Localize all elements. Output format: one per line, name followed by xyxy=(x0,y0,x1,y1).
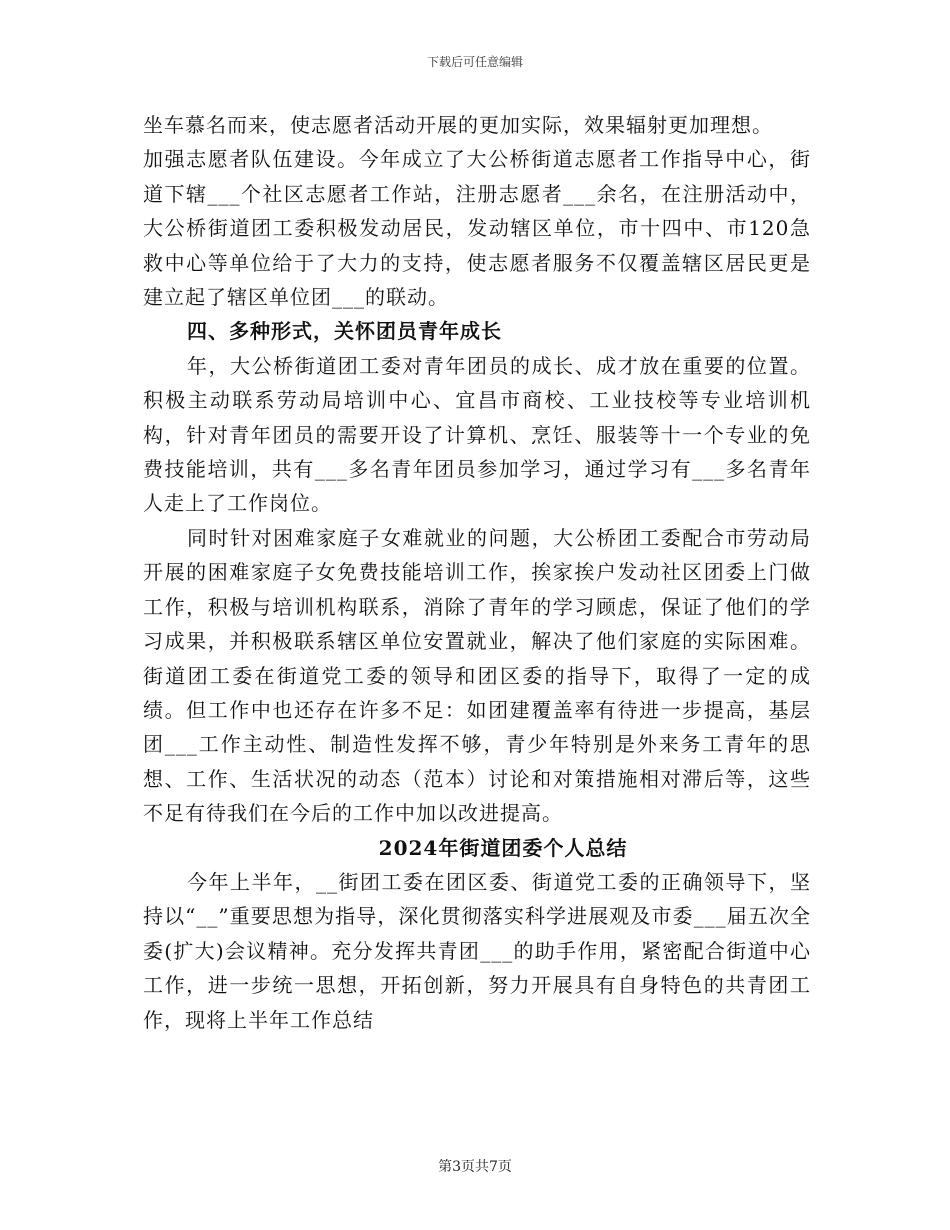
section-heading: 四、多种形式，关怀团员青年成长 xyxy=(187,319,502,344)
page-header: 下载后可任意编辑 xyxy=(426,55,523,69)
document-title: 2024年街道团委个人总结 xyxy=(378,835,628,860)
page-footer: 第3页共7页 xyxy=(438,1159,512,1175)
document-body xyxy=(143,108,811,1037)
paragraph-employment: 同时针对困难家庭子女难就业的问题，大公桥团工委配合市劳动局开展的困难家庭子女免费技能培训工作，挨家挨户发动社区团委上门做工作，积极与培训机构联系，消除了青年的学习顾虑，保证了他们的学习成果，并积极联系辖区单位安置就业，解决了他们家庭的实际困难。街道团工委在街道党工委的领导和团区委的指导下，取得了一定的成绩。但工作中也还存在许多不足：如团建覆盖率有待进一步提高，基层团___工作主动性、制造性发挥不够，青少年特别是外来务工青年的思想、工作、生活状况的动态（范本）讨论和对策措施相对滞后等，这些不足有待我们在今后的工作中加以改进提高。 xyxy=(143,525,811,826)
paragraph-continuation: 坐车慕名而来，使志愿者活动开展的更加实际，效果辐射更加理想。 xyxy=(143,113,773,137)
paragraph-summary-intro: 今年上半年，__街团工委在团区委、街道党工委的正确领导下，坚持以“__”重要思想为指导，深化贯彻落实科学进展观及市委___届五次全委(扩大)会议精神。充分发挥共青团___的助手作用，紧密配合街道中心工作，进一步统一思想，开拓创新，努力开展具有自身特色的共青团工作，现将上半年工作总结 xyxy=(143,869,811,1032)
paragraph-training: 年，大公桥街道团工委对青年团员的成长、成才放在重要的位置。积极主动联系劳动局培训中心、宜昌市商校、工业技校等专业培训机构，针对青年团员的需要开设了计算机、烹饪、服装等十一个专业的免费技能培训，共有___多名青年团员参加学习，通过学习有___多名青年人走上了工作岗位。 xyxy=(143,353,811,516)
paragraph-volunteer-team: 加强志愿者队伍建设。今年成立了大公桥街道志愿者工作指导中心，街道下辖___个社区志愿者工作站，注册志愿者___余名，在注册活动中，大公桥街道团工委积极发动居民，发动辖区单位，市十四中、市120急救中心等单位给于了大力的支持，使志愿者服务不仅覆盖辖区居民更是建立起了辖区单位团___的联动。 xyxy=(143,147,811,310)
